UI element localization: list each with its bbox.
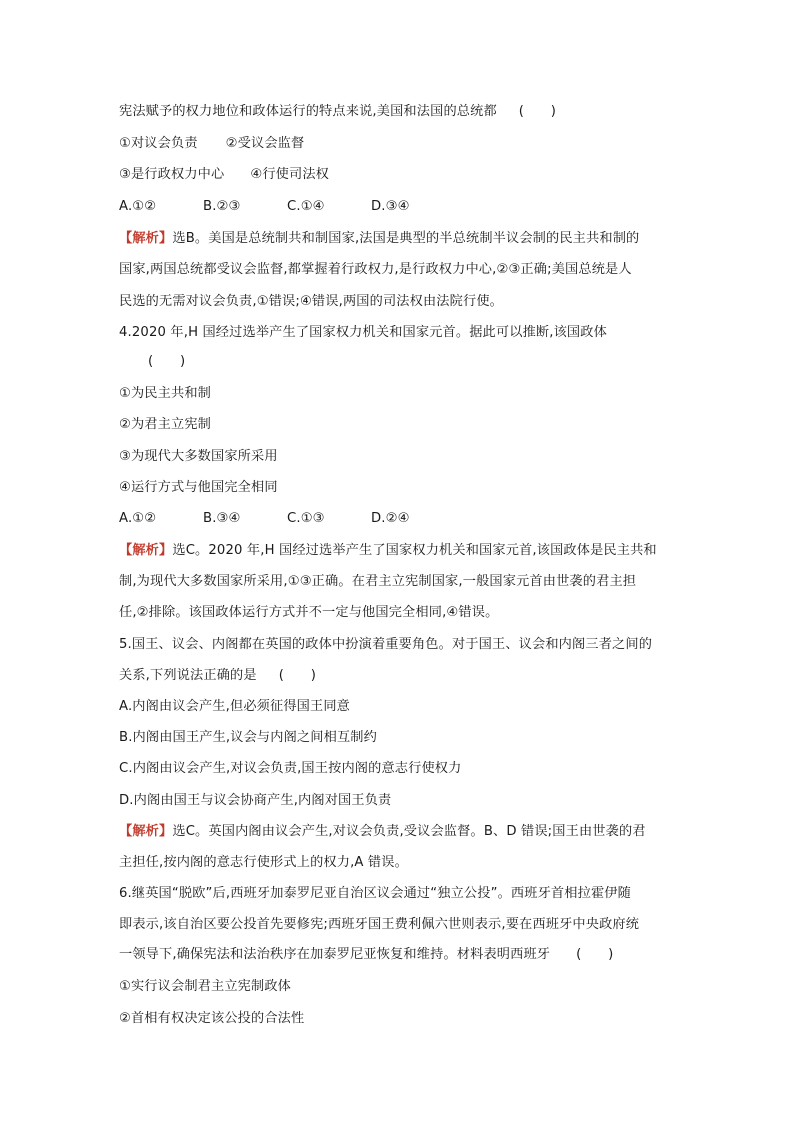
q5-answer-paren: ( ): [278, 668, 316, 683]
q3-analysis-line: 国家,两国总统都受议会监督,都掌握着行政权力,是行政权力中心,②③正确;美国总统是人: [119, 262, 632, 277]
q5-stem-line: [119, 667, 316, 685]
q6-stem-line: 6.继英国“脱欧”后,西班牙加泰罗尼亚自治区议会通过“独立公投”。西班牙首相拉霍伊随: [119, 886, 631, 901]
q6-statement-1: ①实行议会制君主立宪制政体: [119, 979, 292, 994]
q4-statement-4: ④运行方式与他国完全相同: [119, 480, 278, 495]
q3-choice-row: [119, 198, 410, 216]
q3-statement-1: ①对议会负责: [119, 136, 198, 151]
q3-statement-2: ②受议会监督: [225, 136, 305, 151]
q4-answer-paren: ( ): [148, 354, 186, 369]
q3-statement-row: [119, 166, 329, 184]
q3-choice-c: C.①④: [287, 199, 325, 214]
analysis-tag: 【解析】: [119, 824, 173, 839]
q3-statement-row: [119, 135, 304, 153]
q3-choice-a: A.①②: [119, 199, 157, 214]
q3-analysis-text: 选B。美国是总统制共和制国家,法国是典型的半总统制半议会制的民主共和制的: [172, 231, 640, 246]
q3-analysis-line: [119, 230, 639, 248]
q4-analysis-text: 选C。2020 年,H 国经过选举产生了国家权力机关和国家元首,该国政体是民主共和: [172, 543, 657, 558]
q4-choice-d: D.②④: [371, 511, 410, 526]
q4-analysis-line: 制,为现代大多数国家所采用,①③正确。在君主立宪制国家,一般国家元首由世袭的君主担: [119, 574, 637, 589]
q3-stem-line: [119, 103, 556, 121]
q3-answer-paren: ( ): [518, 104, 557, 119]
q6-statement-2: ②首相有权决定该公投的合法性: [119, 1011, 305, 1026]
q4-statement-3: ③为现代大多数国家所采用: [119, 449, 278, 464]
q4-choice-c: C.①③: [287, 511, 325, 526]
q5-analysis-line: [119, 823, 646, 841]
analysis-tag: 【解析】: [119, 543, 173, 558]
q6-answer-paren: ( ): [576, 947, 614, 962]
q6-stem-text: 一领导下,确保宪法和法治秩序在加泰罗尼亚恢复和维持。材料表明西班牙: [119, 947, 551, 962]
q5-option-b: B.内阁由国王产生,议会与内阁之间相互制约: [119, 730, 377, 745]
analysis-tag: 【解析】: [119, 231, 173, 246]
q5-analysis-text: 选C。英国内阁由议会产生,对议会负责,受议会监督。B、D 错误;国王由世袭的君: [172, 824, 646, 839]
q4-statement-1: ①为民主共和制: [119, 386, 211, 401]
q5-stem-text: 关系,下列说法正确的是: [119, 668, 257, 683]
q5-option-c: C.内阁由议会产生,对议会负责,国王按内阁的意志行使权力: [119, 761, 462, 776]
q6-stem-line: 即表示,该自治区要公投首先要修宪;西班牙国王费利佩六世则表示,要在西班牙中央政府统: [119, 917, 640, 932]
q4-choice-a: A.①②: [119, 511, 157, 526]
q5-option-a: A.内阁由议会产生,但必须征得国王同意: [119, 699, 351, 714]
q3-analysis-line: 民选的无需对议会负责,①错误;④错误,两国的司法权由法院行使。: [119, 294, 503, 309]
q3-statement-3: ③是行政权力中心: [119, 167, 225, 182]
q4-statement-2: ②为君主立宪制: [119, 417, 211, 432]
q5-stem-line: 5.国王、议会、内阁都在英国的政体中扮演着重要角色。对于国王、议会和内阁三者之间的: [119, 637, 653, 652]
q3-stem-text: 宪法赋予的权力地位和政体运行的特点来说,美国和法国的总统都: [119, 104, 497, 119]
q4-choice-b: B.③④: [203, 511, 241, 526]
q4-stem-line: 4.2020 年,H 国经过选举产生了国家权力机关和国家元首。据此可以推断,该国政体: [119, 325, 607, 340]
q5-option-d: D.内阁由国王与议会协商产生,内阁对国王负责: [119, 793, 392, 808]
q3-statement-4: ④行使司法权: [250, 167, 330, 182]
q3-choice-d: D.③④: [371, 199, 410, 214]
q4-analysis-line: 任,②排除。该国政体运行方式并不一定与他国完全相同,④错误。: [119, 605, 499, 620]
q3-choice-b: B.②③: [203, 199, 241, 214]
q4-choice-row: [119, 510, 410, 528]
q5-analysis-line: 主担任,按内阁的意志行使形式上的权力,A 错误。: [119, 855, 408, 870]
q4-analysis-line: [119, 542, 657, 560]
q6-stem-line: [119, 946, 613, 964]
